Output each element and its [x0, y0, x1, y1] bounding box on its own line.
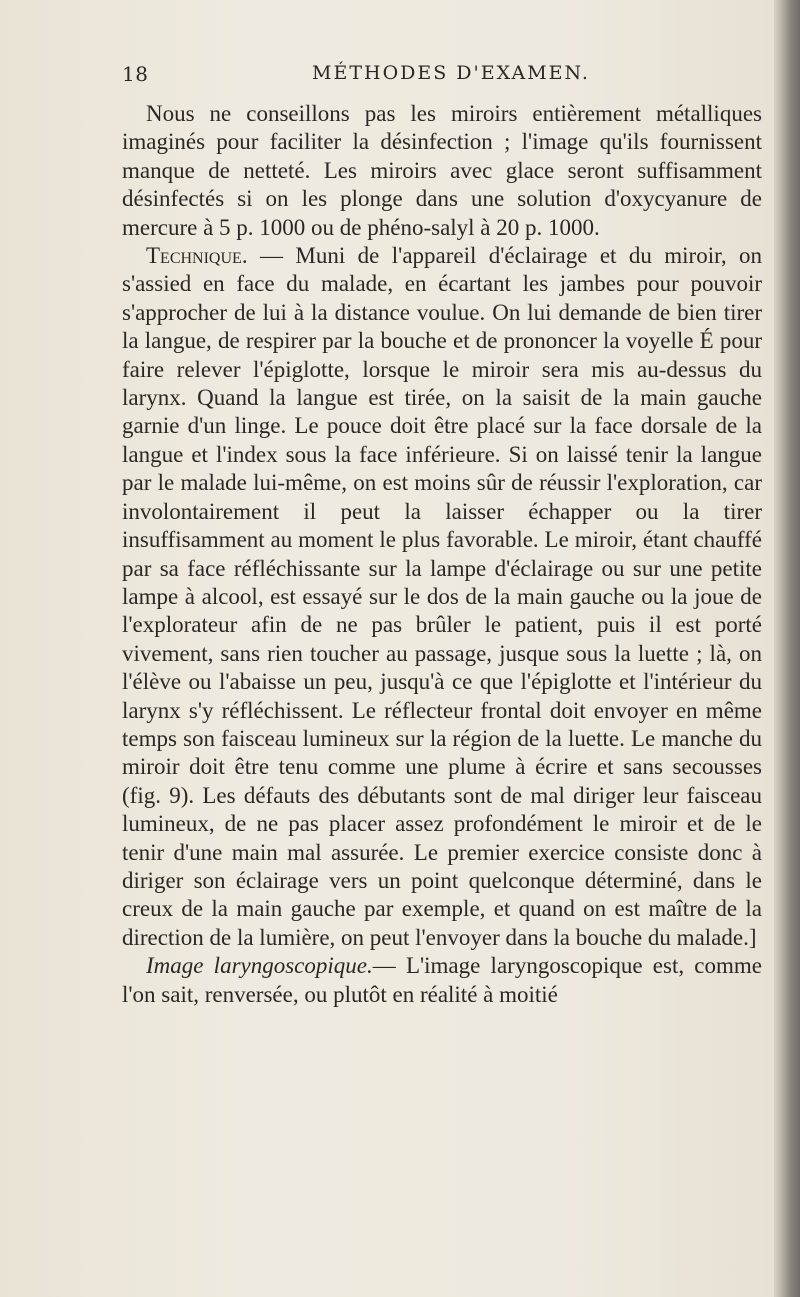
book-spine-shadow — [774, 0, 800, 1297]
paragraph-3 — [122, 952, 762, 1009]
section-lead-technique: Technique. — [146, 243, 248, 269]
paragraph-1: Nous ne conseillons pas les miroirs entièrement métalliques imaginés pour faciliter la désinfection ; l'image qu'ils fournissent manque de netteté. Les miroirs avec glace seront suffisamment désinfectés si on les plonge dans une solution d'oxycyanure de mercure à 5 p. 1000 ou de phéno-salyl à 20 p. 1000. — [122, 101, 762, 240]
page-number: 18 — [122, 62, 149, 86]
paragraph-3-text: — L'image laryngoscopique est, comme l'on sait, renversée, ou plutôt en réalité à moitié — [122, 953, 762, 1007]
paragraph-2 — [122, 242, 762, 952]
running-head: MÉTHODES D'EXAMEN. — [312, 62, 590, 84]
paragraph-2-text: — Muni de l'appareil d'éclairage et du miroir, on s'assied en face du malade, en écartant les jambes pour pouvoir s'approcher de lui à la distance voulue. On lui demande de bien tirer la langue, de respirer par la bouche et de prononcer la voyelle É pour faire relever l'épiglotte, lorsque le miroir sera mis au-dessus du larynx. Quand la langue est tirée, on la saisit de la main gauche garnie d'un linge. Le pouce doit être placé sur la face dorsale de la langue et l'index sous la face inférieure. Si on laissé tenir la langue par le malade lui-même, on est moins sûr de réussir l'exploration, car involontairement il peut la laisser échapper ou la tirer insuffisamment au moment le plus favorable. Le miroir, étant chauffé par sa face réfléchissante sur la lampe d'éclairage ou sur une petite lampe à alcool, est essayé sur le dos de la main gauche ou la joue de l'explorateur afin de ne pas brûler le patient, puis il est porté vivement, sans rien toucher au passage, jusque sous la luette ; là, on l'élève ou l'abaisse un peu, jusqu'à ce que l'épiglotte et l'intérieur du larynx s'y réfléchissent. Le réflecteur frontal doit envoyer en même temps son faisceau lumineux sur la région de la luette. Le manche du miroir doit être tenu comme une plume à écrire et sans secousses (fig. 9). Les défauts des débutants sont de mal diriger leur faisceau lumineux, de ne pas placer assez profondément le miroir et de le tenir d'une main mal assurée. Le premier exercice consiste donc à diriger son éclairage vers un point quelconque déterminé, dans le creux de la main gauche par exemple, et quand on est maître de la direction de la lumière, on peut l'envoyer dans la bouche du malade.] — [122, 243, 762, 950]
page-header — [122, 62, 762, 92]
section-lead-image: Image laryngoscopique. — [146, 953, 373, 979]
body-text — [122, 100, 762, 1009]
